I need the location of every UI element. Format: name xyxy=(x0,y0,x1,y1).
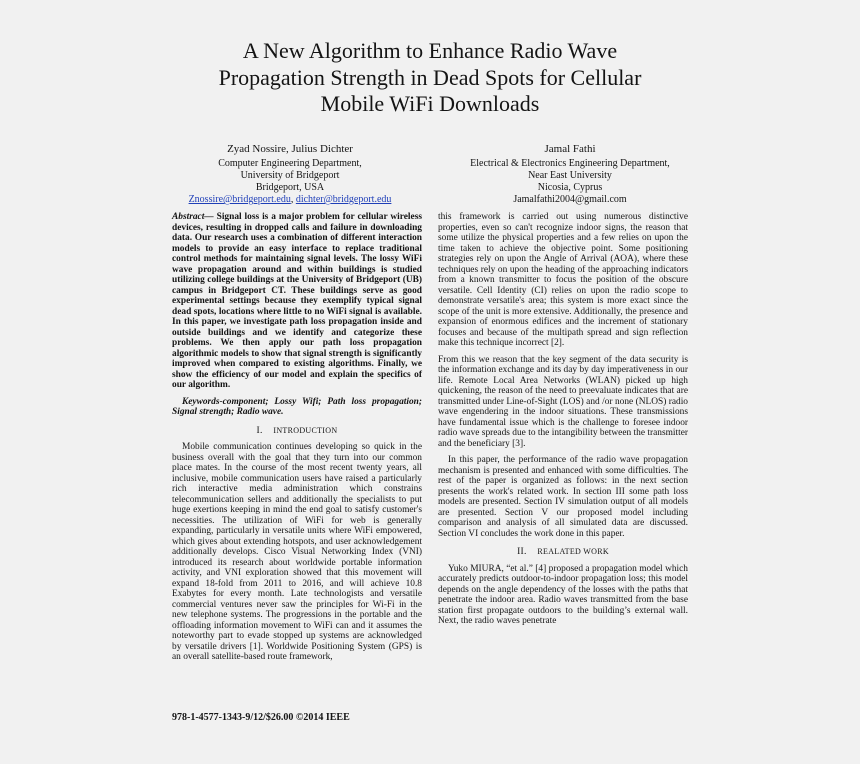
section-heading-related-work xyxy=(438,547,688,558)
related-work-paragraph: Yuko MIURA, “et al.” [4] proposed a propagation model which accurately predicts outdoor-to-indoor propagation loss; this model depends on the angle dependency of the losses with the paths that penetrate the indoor area. Radio waves transmitted from the base station first propagate outdoors to the building’s external wall. Next, the radio waves penetrate xyxy=(438,563,688,626)
abstract xyxy=(172,212,422,391)
intro-paragraph: Mobile communication continues developing so quick in the business overall with the goal that they turn into our common place mates. In the course of the most recent twenty years, all inclusive, mobile communication users have raised a particularly rich interactive media administration which constrains telecommunication sellers and additionally the specialists to put huge exertions keeping in mind the end goal to satisfy customer's necessities. The utilization of WiFi for web is generally expanding, particularly in versatile units where WiFi empowered, which gives about extending hotspots, and user acknowledgement additionally develops. Cisco Visual Networking Index (VNI) introduced its research about worldwide portable information activity, and VNI exploration showed that this movement will expand 18-fold from 2011 to 2016, and will achieve 10.8 Exabytes for every month. Late technologists and versatile commercial ventures never saw the principles for Wi-Fi in the new telephone systems. The progressions in the portable and the offloading information movement to WiFi can and it assumes the noteworthy part to evade stopped up systems are acknowledged by versatile drivers [1]. Worldwide Positioning System (GPS) is an overall satellite-based route framework, xyxy=(172,442,422,662)
title-line-2: Propagation Strength in Dead Spots for Cellular xyxy=(218,64,642,90)
abstract-body: Signal loss is a major problem for cellular wireless devices, resulting in dropped calls and failure in downloading data. Our research uses a combination of different interaction models to provide an easy interface to replace traditional control methods for maintaining signal levels. The lossy WiFi wave propagation around and within buildings is studied utilizing college buildings at the University of Bridgeport (UB) campus in Bridgeport CT. These buildings serve as good experimental settings because they exemplify typical signal dead spots, locations where little to no WiFi signal is available. In this paper, we investigate path loss propagation inside and outside buildings and we identify and categorize these problems. We then apply our path loss propagation algorithmic models to show that signal strength is significantly improved when compared to existing algorithms. Finally, we show the efficiency of our model and explain the specifics of our algorithm. xyxy=(172,212,422,390)
right-paragraph-3: In this paper, the performance of the radio wave propagation mechanism is presented and enhanced with some difficulties. The rest of the paper is organized as follows: in the next section presents the work's related work. In section III some path loss models are presented. Section IV simulation output of all models are presented. Section V our proposed model including comparison and analysis of all simulated data are discussed. Section VI concludes the work done in this paper. xyxy=(438,455,688,539)
section-heading-introduction xyxy=(172,426,422,437)
author-affiliation-city-2: Nicosia, Cyprus xyxy=(537,182,603,193)
left-column xyxy=(172,212,422,669)
author-block-left xyxy=(160,142,420,206)
email-link-nossire[interactable]: Znossire@bridgeport.edu xyxy=(188,194,291,205)
author-email-fathi: Jamalfathi2004@gmail.com xyxy=(513,194,627,205)
author-affiliation-dept-2: Electrical & Electronics Engineering Department, xyxy=(470,158,670,169)
author-emails xyxy=(160,194,420,206)
keywords: Keywords-component; Lossy Wifi; Path loss propagation; Signal strength; Radio wave. xyxy=(172,396,422,417)
abstract-label: Abstract— xyxy=(172,212,214,222)
section-number-1: I. xyxy=(256,425,263,436)
email-link-dichter[interactable]: dichter@bridgeport.edu xyxy=(295,194,392,205)
author-affiliation-city: Bridgeport, USA xyxy=(255,182,325,193)
right-paragraph-1: this framework is carried out using numerous distinctive properties, even so can't recognize indoor signs, the reason that some utilize the physical properties and a few relies on upon the time taken to achieve the objective point. Some positioning strategies rely on upon the Angle of Arrival (AOA), where these techniques rely on upon the heading of the approaching indicators from a known transmitter to focus the position of the obscure versatile. Cell Identity (CI) relies on upon the radio scope to demonstrate versatile's area; this system is more exact since the scope of the unit is more extensive. Additionally, the presence and expansion of enormous edifices and the increment of stationary focuses and because of the multipath spread and sign reflection make this technique incorrect [2]. xyxy=(438,212,688,348)
author-affiliation-univ: University of Bridgeport xyxy=(240,170,340,181)
title-line-1: A New Algorithm to Enhance Radio Wave xyxy=(242,38,618,63)
author-names: Zyad Nossire, Julius Dichter xyxy=(227,143,353,155)
right-paragraph-2: From this we reason that the key segment of the data security is the information exchange and its day by day imperativeness in our life. Remote Local Area Networks (WLAN) picked up high quickening, the reason of the need to preevaluate indicates that are transmitted under Line-of-Sight (LOS) and /or none (NLOS) radio wave engendering in the indoor situations. These transmissions have fundamental issue which is the challenge to foresee indoor radio wave spreads due to the intangibility between the transmitter and the beneficiary [3]. xyxy=(438,354,688,449)
author-block-right xyxy=(440,142,700,206)
title-line-3: Mobile WiFi Downloads xyxy=(320,91,540,116)
author-name-fathi: Jamal Fathi xyxy=(544,143,596,155)
section-title-1: INTRODUCTION xyxy=(273,425,338,435)
author-affiliation-univ-2: Near East University xyxy=(528,170,612,181)
email-separator: , xyxy=(290,194,296,205)
paper-title xyxy=(120,38,740,118)
section-title-2: REALATED WORK xyxy=(537,547,609,556)
author-affiliation-dept: Computer Engineering Department, xyxy=(218,158,362,169)
right-column xyxy=(438,212,688,633)
section-number-2: II. xyxy=(517,547,527,557)
copyright-footer: 978-1-4577-1343-9/12/$26.00 ©2014 IEEE xyxy=(172,712,350,723)
